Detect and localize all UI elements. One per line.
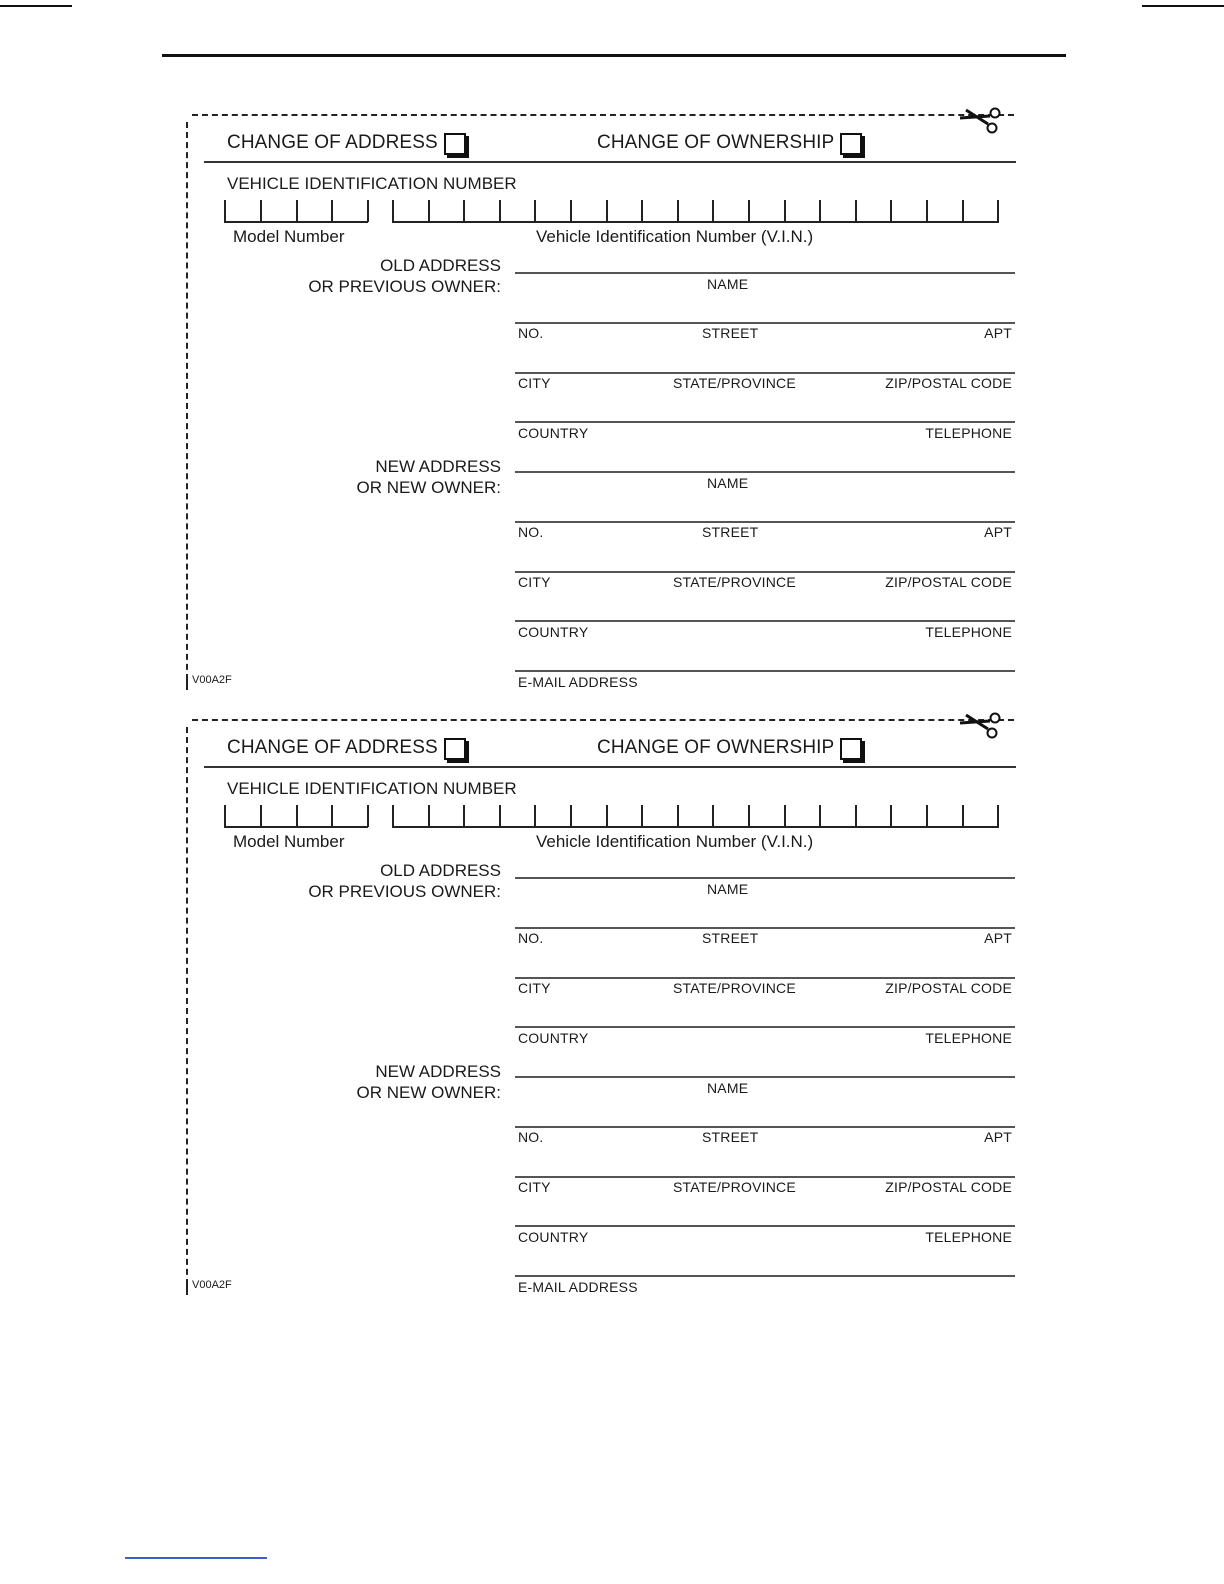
vin-tick xyxy=(926,805,928,827)
new-city-line[interactable] xyxy=(515,571,1015,573)
vin-tick xyxy=(499,805,501,827)
model-number-tick xyxy=(260,805,262,827)
new-street-label: STREET xyxy=(702,1129,759,1145)
model-number-tick xyxy=(260,200,262,222)
vin-tick xyxy=(570,200,572,222)
email-line[interactable] xyxy=(515,670,1015,672)
vin-tick xyxy=(819,200,821,222)
vin-tick xyxy=(855,805,857,827)
model-number-label: Model Number xyxy=(233,832,345,851)
title-rule xyxy=(204,766,1016,768)
old-state-label: STATE/PROVINCE xyxy=(673,375,796,391)
cut-line-top xyxy=(192,719,1014,721)
vin-tick xyxy=(392,200,394,222)
new-name-label: NAME xyxy=(707,475,749,491)
old-apt-label: APT xyxy=(984,930,1012,946)
scissors-icon xyxy=(958,104,1004,140)
header-rule xyxy=(162,54,1066,57)
model-number-tick xyxy=(224,805,226,827)
model-number-tick xyxy=(331,200,333,222)
new-no-label: NO. xyxy=(518,524,544,540)
vin-tick xyxy=(641,805,643,827)
vin-tick xyxy=(997,200,999,222)
model-number-tick xyxy=(367,200,369,222)
old-telephone-label: TELEPHONE xyxy=(925,1030,1012,1046)
vin-tick xyxy=(428,200,430,222)
vin-title: VEHICLE IDENTIFICATION NUMBER xyxy=(227,174,517,193)
new-zip-label: ZIP/POSTAL CODE xyxy=(885,1179,1012,1195)
change-of-ownership-checkbox[interactable] xyxy=(840,133,862,155)
vin-tick xyxy=(499,200,501,222)
old-country-line[interactable] xyxy=(515,1026,1015,1028)
new-apt-label: APT xyxy=(984,1129,1012,1145)
new-name-line[interactable] xyxy=(515,1076,1015,1078)
change-of-address-label: CHANGE OF ADDRESS xyxy=(227,737,438,758)
new-address-heading: NEW ADDRESS xyxy=(375,457,501,476)
vin-entry-combs[interactable] xyxy=(0,200,1224,226)
old-telephone-label: TELEPHONE xyxy=(925,425,1012,441)
new-owner-heading: OR NEW OWNER: xyxy=(356,478,501,497)
old-state-label: STATE/PROVINCE xyxy=(673,980,796,996)
vin-entry-combs[interactable] xyxy=(0,805,1224,831)
vin-tick xyxy=(784,805,786,827)
model-number-tick xyxy=(296,805,298,827)
change-of-address-checkbox[interactable] xyxy=(444,738,466,760)
vin-tick xyxy=(392,805,394,827)
scissors-icon xyxy=(958,709,1004,745)
new-name-line[interactable] xyxy=(515,471,1015,473)
new-city-label: CITY xyxy=(518,574,551,590)
figure-code: V00A2F xyxy=(186,1279,232,1291)
old-city-label: CITY xyxy=(518,980,551,996)
vin-tick xyxy=(463,200,465,222)
vin-tick xyxy=(428,805,430,827)
new-address-heading: NEW ADDRESS xyxy=(375,1062,501,1081)
model-number-tick xyxy=(367,805,369,827)
old-address-heading: OLD ADDRESS xyxy=(380,861,501,880)
new-owner-heading: OR NEW OWNER: xyxy=(356,1083,501,1102)
new-street-line[interactable] xyxy=(515,521,1015,523)
new-country-line[interactable] xyxy=(515,1225,1015,1227)
vin-tick xyxy=(677,200,679,222)
vin-tick xyxy=(784,200,786,222)
previous-owner-heading: OR PREVIOUS OWNER: xyxy=(308,277,501,296)
change-of-ownership-checkbox[interactable] xyxy=(840,738,862,760)
model-number-label: Model Number xyxy=(233,227,345,246)
vin-tick xyxy=(855,200,857,222)
crop-mark-left xyxy=(0,5,72,7)
vin-tick xyxy=(962,200,964,222)
old-apt-label: APT xyxy=(984,325,1012,341)
vin-tick xyxy=(748,805,750,827)
old-name-line[interactable] xyxy=(515,272,1015,274)
old-zip-label: ZIP/POSTAL CODE xyxy=(885,375,1012,391)
title-rule xyxy=(204,161,1016,163)
old-street-line[interactable] xyxy=(515,322,1015,324)
model-number-tick xyxy=(296,200,298,222)
new-street-label: STREET xyxy=(702,524,759,540)
vin-tick xyxy=(641,200,643,222)
vin-tick xyxy=(962,805,964,827)
new-state-label: STATE/PROVINCE xyxy=(673,574,796,590)
old-no-label: NO. xyxy=(518,930,544,946)
old-name-label: NAME xyxy=(707,276,749,292)
new-zip-label: ZIP/POSTAL CODE xyxy=(885,574,1012,590)
old-address-heading: OLD ADDRESS xyxy=(380,256,501,275)
old-city-line[interactable] xyxy=(515,372,1015,374)
vin-tick xyxy=(677,805,679,827)
vin-tick xyxy=(463,805,465,827)
old-no-label: NO. xyxy=(518,325,544,341)
new-city-line[interactable] xyxy=(515,1176,1015,1178)
old-country-label: COUNTRY xyxy=(518,425,589,441)
email-line[interactable] xyxy=(515,1275,1015,1277)
vin-tick xyxy=(534,200,536,222)
vin-tick xyxy=(712,805,714,827)
new-state-label: STATE/PROVINCE xyxy=(673,1179,796,1195)
vin-title: VEHICLE IDENTIFICATION NUMBER xyxy=(227,779,517,798)
old-street-label: STREET xyxy=(702,930,759,946)
old-name-label: NAME xyxy=(707,881,749,897)
vin-label: Vehicle Identification Number (V.I.N.) xyxy=(536,227,814,246)
new-name-label: NAME xyxy=(707,1080,749,1096)
crop-mark-right xyxy=(1142,5,1224,7)
new-street-line[interactable] xyxy=(515,1126,1015,1128)
vin-label: Vehicle Identification Number (V.I.N.) xyxy=(536,832,814,851)
model-number-tick xyxy=(331,805,333,827)
vin-tick xyxy=(606,805,608,827)
old-street-label: STREET xyxy=(702,325,759,341)
old-zip-label: ZIP/POSTAL CODE xyxy=(885,980,1012,996)
vin-tick xyxy=(712,200,714,222)
vin-tick xyxy=(570,805,572,827)
old-city-label: CITY xyxy=(518,375,551,391)
previous-owner-heading: OR PREVIOUS OWNER: xyxy=(308,882,501,901)
vin-tick xyxy=(926,200,928,222)
old-country-line[interactable] xyxy=(515,421,1015,423)
new-no-label: NO. xyxy=(518,1129,544,1145)
new-city-label: CITY xyxy=(518,1179,551,1195)
vin-tick xyxy=(890,200,892,222)
old-country-label: COUNTRY xyxy=(518,1030,589,1046)
vin-comb[interactable] xyxy=(392,826,999,828)
change-of-ownership-label: CHANGE OF OWNERSHIP xyxy=(597,132,835,153)
new-country-label: COUNTRY xyxy=(518,624,589,640)
email-label: E-MAIL ADDRESS xyxy=(518,1279,638,1295)
email-label: E-MAIL ADDRESS xyxy=(518,674,638,690)
change-of-address-label: CHANGE OF ADDRESS xyxy=(227,132,438,153)
new-country-label: COUNTRY xyxy=(518,1229,589,1245)
change-form-card xyxy=(0,719,1224,1309)
old-street-line[interactable] xyxy=(515,927,1015,929)
figure-code: V00A2F xyxy=(186,674,232,686)
vin-comb[interactable] xyxy=(392,221,999,223)
vin-tick xyxy=(997,805,999,827)
change-of-address-checkbox[interactable] xyxy=(444,133,466,155)
new-country-line[interactable] xyxy=(515,620,1015,622)
model-number-tick xyxy=(224,200,226,222)
old-name-line[interactable] xyxy=(515,877,1015,879)
new-telephone-label: TELEPHONE xyxy=(925,1229,1012,1245)
vin-tick xyxy=(748,200,750,222)
new-apt-label: APT xyxy=(984,524,1012,540)
change-form-card xyxy=(0,114,1224,704)
old-city-line[interactable] xyxy=(515,977,1015,979)
vin-tick xyxy=(606,200,608,222)
footer-link-underline[interactable] xyxy=(125,1557,267,1559)
vin-tick xyxy=(534,805,536,827)
change-of-ownership-label: CHANGE OF OWNERSHIP xyxy=(597,737,835,758)
vin-tick xyxy=(819,805,821,827)
cut-line-top xyxy=(192,114,1014,116)
new-telephone-label: TELEPHONE xyxy=(925,624,1012,640)
vin-tick xyxy=(890,805,892,827)
